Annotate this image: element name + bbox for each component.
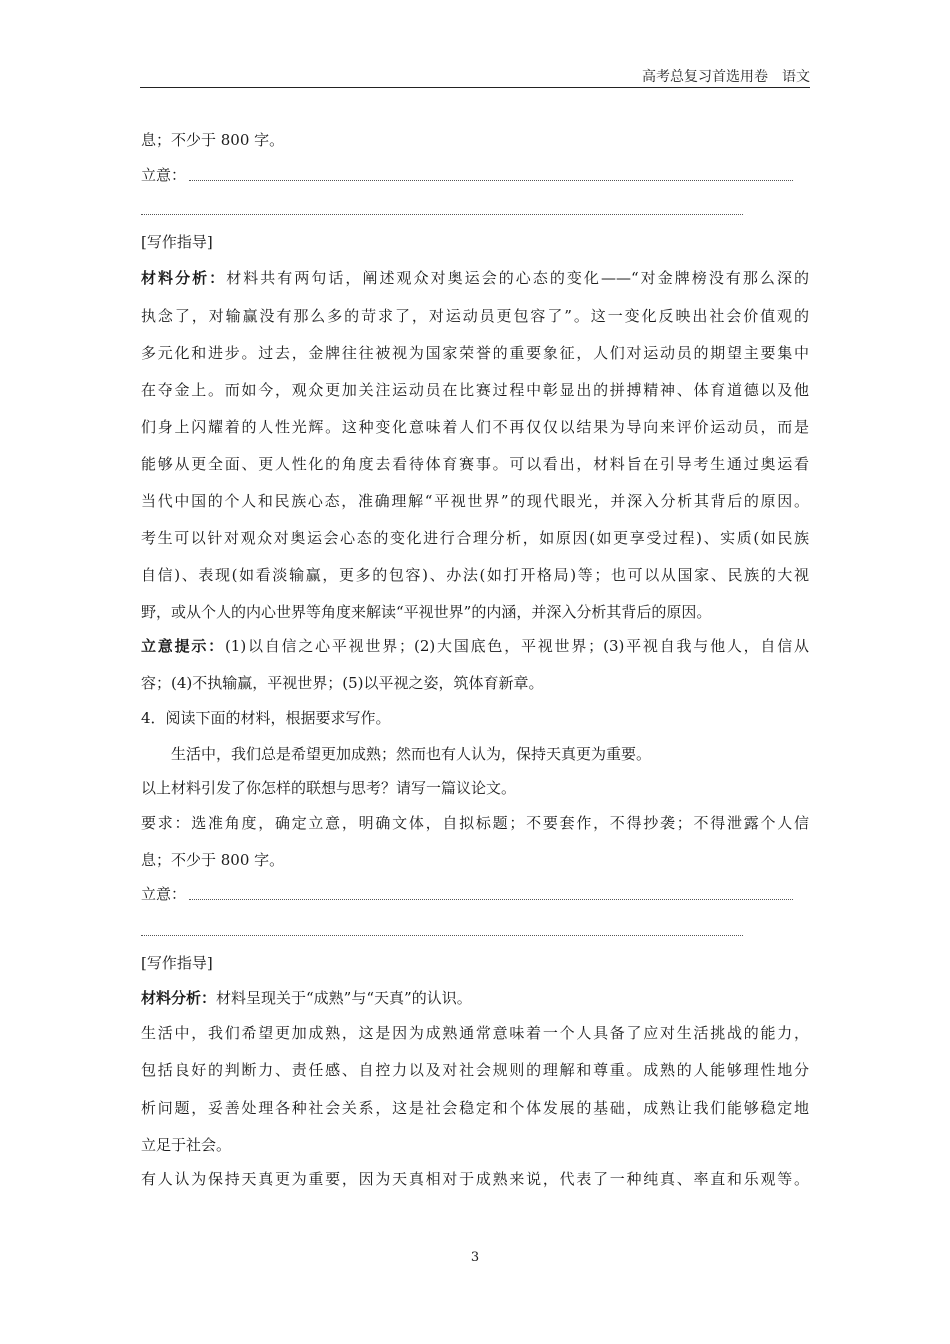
header-title: 高考总复习首选用卷 语文 — [642, 69, 810, 85]
paragraph-line: 当代中国的个人和民族心态，准确理解“平视世界”的现代眼光，并深入分析其背后的原因。 — [141, 492, 809, 510]
paragraph-line: 能够从更全面、更人性化的角度去看待体育赛事。可以看出，材料旨在引导考生通过奥运看 — [141, 455, 809, 473]
paragraph-line: 多元化和进步。过去，金牌往往被视为国家荣誉的重要象征，人们对运动员的期望主要集中 — [141, 344, 809, 362]
paragraph-line: 自信)、表现(如看淡输赢，更多的包容)、办法(如打开格局)等；也可以从国家、民族的大视 — [141, 566, 809, 584]
paragraph-line: 材料分析：材料呈现关于“成熟”与“天真”的认识。 — [141, 989, 472, 1007]
question-line: 以上材料引发了你怎样的联想与思考？请写一篇议论文。 — [141, 779, 517, 797]
requirement-line: 息；不少于 800 字。 — [141, 851, 285, 869]
paragraph-line: 立足于社会。 — [141, 1136, 232, 1154]
paragraph-line: 有人认为保持天真更为重要，因为天真相对于成熟来说，代表了一种纯真、率直和乐观等。 — [141, 1170, 809, 1188]
section-heading: [写作指导] — [141, 233, 213, 251]
paragraph-line: 执念了，对输赢没有那么多的苛求了，对运动员更包容了”。这一变化反映出社会价值观的 — [141, 307, 809, 325]
answer-label: 立意： — [141, 166, 187, 184]
paragraph-line: 材料分析：材料共有两句话，阐述观众对奥运会的心态的变化——“对金牌榜没有那么深的 — [141, 269, 809, 287]
paragraph-line: 包括良好的判断力、责任感、自控力以及对社会规则的理解和尊重。成熟的人能够理性地分 — [141, 1061, 809, 1079]
paragraph-line: 考生可以针对观众对奥运会心态的变化进行合理分析，如原因(如更享受过程)、实质(如民族 — [141, 529, 809, 547]
page-number: 3 — [470, 1250, 480, 1265]
analysis-label: 材料分析： — [141, 269, 227, 287]
paragraph-line: 在夺金上。而如今，观众更加关注运动员在比赛过程中彰显出的拼搏精神、体育道德以及他 — [141, 381, 809, 399]
answer-label: 立意： — [141, 885, 187, 903]
answer-dotted-line — [189, 899, 793, 900]
analysis-label: 材料分析： — [141, 989, 217, 1007]
paragraph-line: 立意提示：(1)以自信之心平视世界；(2)大国底色，平视世界；(3)平视自我与他人，自信从 — [141, 637, 809, 655]
text-line: 息；不少于 800 字。 — [141, 131, 285, 149]
answer-dotted-line — [141, 214, 743, 215]
requirement-line: 要求：选准角度，确定立意，明确文体，自拟标题；不要套作，不得抄袭；不得泄露个人信 — [141, 814, 809, 832]
paragraph-line: 生活中，我们希望更加成熟，这是因为成熟通常意味着一个人具备了应对生活挑战的能力， — [141, 1024, 809, 1042]
paragraph-line: 容；(4)不执输赢，平视世界；(5)以平视之姿，筑体育新章。 — [141, 674, 544, 692]
section-heading: [写作指导] — [141, 954, 213, 972]
paragraph-line: 野，或从个人的内心世界等角度来解读“平视世界”的内涵，并深入分析其背后的原因。 — [141, 603, 712, 621]
answer-dotted-line — [189, 180, 793, 181]
question-line: 4．阅读下面的材料，根据要求写作。 — [141, 709, 391, 727]
paragraph-line: 们身上闪耀着的人性光辉。这种变化意味着人们不再仅仅以结果为导向来评价运动员，而是 — [141, 418, 809, 436]
answer-dotted-line — [141, 935, 743, 936]
header-rule — [140, 87, 810, 88]
paragraph-line: 析问题，妥善处理各种社会关系，这是社会稳定和个体发展的基础，成熟让我们能够稳定地 — [141, 1099, 809, 1117]
hint-label: 立意提示： — [141, 637, 225, 655]
material-quote: 生活中，我们总是希望更加成熟；然而也有人认为，保持天真更为重要。 — [171, 745, 652, 763]
